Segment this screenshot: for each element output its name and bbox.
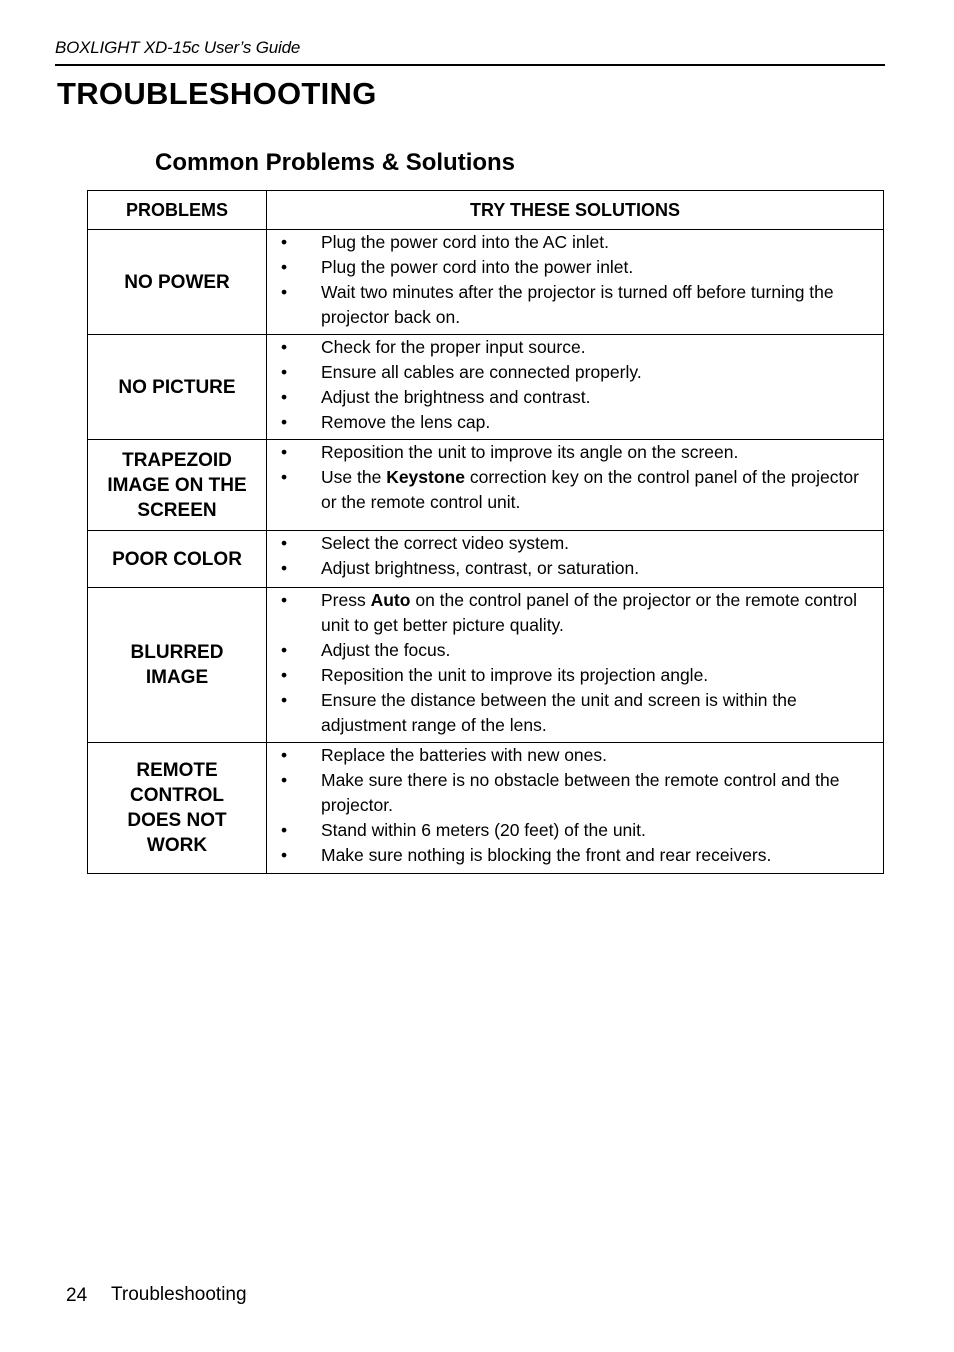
solution-item: • Reposition the unit to improve its projection angle. [267,663,869,688]
page-number: 24 [66,1285,88,1306]
table-row [88,230,884,335]
solutions-list [267,588,869,738]
solution-text: correction key on the control panel of the projector or the remote control unit. [321,467,859,512]
solution-item: • Make sure there is no obstacle between the remote control and the projector. [267,768,869,818]
auto-key-label: Auto [370,590,411,610]
table-row [88,743,884,874]
solution-item: • Adjust the focus. [267,638,869,663]
solution-item [267,588,869,638]
solutions-cell [267,440,884,531]
problem-cell: BLURRED IMAGE [88,588,267,743]
solution-item: • Select the correct video system. [267,531,869,556]
problems-solutions-table [87,190,884,874]
problem-cell: NO PICTURE [88,335,267,440]
solutions-list [267,743,869,868]
problem-cell: TRAPEZOID IMAGE ON THE SCREEN [88,440,267,531]
solution-item: • Ensure the distance between the unit and screen is within the adjustment range of the lens. [267,688,869,738]
solution-item: • Wait two minutes after the projector is turned off before turning the projector back on. [267,280,869,330]
solutions-list [267,335,869,435]
solution-item [267,465,869,515]
solutions-cell [267,588,884,743]
solution-text: Press [321,590,371,610]
solutions-cell [267,531,884,588]
section-title: Common Problems & Solutions [155,149,516,176]
table-row [88,335,884,440]
header-rule [55,64,885,66]
solutions-cell [267,743,884,874]
solution-item: • Adjust brightness, contrast, or saturation. [267,556,869,581]
problem-cell: POOR COLOR [88,531,267,588]
solutions-list [267,440,869,515]
chapter-title: TROUBLESHOOTING [57,76,377,111]
solutions-list [267,230,869,330]
problems-column-header: PROBLEMS [88,191,267,230]
solution-item: • Plug the power cord into the AC inlet. [267,230,869,255]
solution-text: Use the [321,467,387,487]
table-header-row [88,191,884,230]
keystone-key-label: Keystone [386,467,465,487]
solution-item: • Reposition the unit to improve its angle on the screen. [267,440,869,465]
problem-cell: NO POWER [88,230,267,335]
solutions-list [267,531,869,581]
solution-item: • Check for the proper input source. [267,335,869,360]
table-row [88,440,884,531]
table-row [88,531,884,588]
solutions-cell [267,335,884,440]
solution-item: • Remove the lens cap. [267,410,869,435]
solution-item: • Ensure all cables are connected properly. [267,360,869,385]
solution-item: • Stand within 6 meters (20 feet) of the unit. [267,818,869,843]
solution-text: on the control panel of the projector or the remote control unit to get better picture quality. [321,590,857,635]
footer-section-label: Troubleshooting [111,1284,247,1305]
solutions-column-header: TRY THESE SOLUTIONS [267,191,884,230]
solutions-cell [267,230,884,335]
solution-item: • Make sure nothing is blocking the front and rear receivers. [267,843,869,868]
solution-item: • Plug the power cord into the power inlet. [267,255,869,280]
solution-item: • Adjust the brightness and contrast. [267,385,869,410]
running-head: BOXLIGHT XD-15c User’s Guide [55,38,301,57]
solution-item: • Replace the batteries with new ones. [267,743,869,768]
table-row [88,588,884,743]
problem-cell: REMOTE CONTROL DOES NOT WORK [88,743,267,874]
